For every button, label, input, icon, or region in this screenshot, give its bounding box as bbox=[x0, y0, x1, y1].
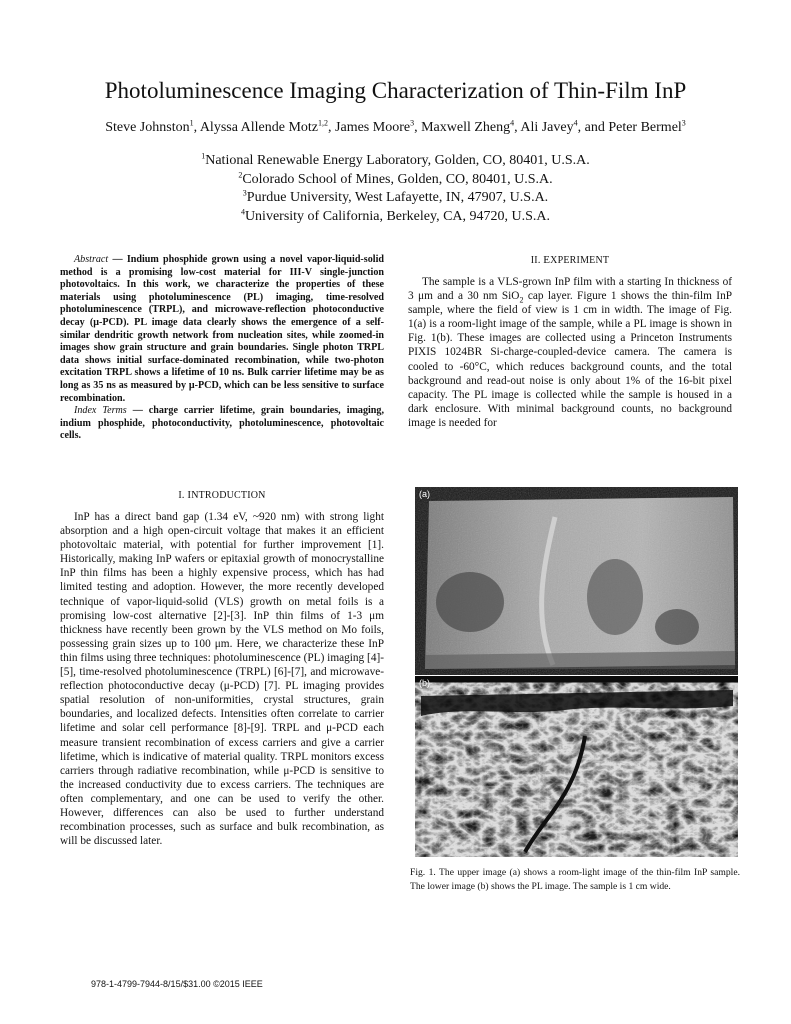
figure-caption: Fig. 1. The upper image (a) shows a room-light image of the thin-film InP sample. The lower image (b) shows the PL image. The sample is 1 cm wide. bbox=[410, 867, 740, 892]
panel-label-b: (b) bbox=[419, 678, 430, 688]
introduction-body bbox=[60, 510, 384, 848]
abstract bbox=[60, 254, 384, 443]
abstract-text: Abstract — Indium phosphide grown using a novel vapor-liquid-solid method is a promising low-cost material for III-V single-junction photovoltaics. In this work, we characterize the properties of these materials using photoluminescence (PL) imaging, time-resolved photoluminescence (TRPL), and microwave-reflection photoconductive decay (μ-PCD). PL image data clearly shows the emergence of a self-similar dendritic growth network from nucleation sites, while zoomed-in images show grain structure and grain boundaries. Single photon TRPL data shows initial surface-dominated recombination, while two-photon excitation TRPL shows a lifetime of 10 ns. Bulk carrier lifetime may be as long as 35 ns as measured by μ-PCD, which can be less sensitive to surface recombination. bbox=[60, 254, 384, 404]
section-heading-experiment: II. EXPERIMENT bbox=[530, 254, 610, 266]
author: Ali Javey$^4$ bbox=[520, 118, 578, 135]
abstract-label: Abstract bbox=[74, 254, 109, 265]
section-heading-introduction: I. INTRODUCTION bbox=[178, 489, 266, 501]
index-terms: Index Terms — charge carrier lifetime, grain boundaries, imaging, indium phosphide, photoconductivity, photoluminescence, photovoltaic cells. bbox=[60, 405, 384, 442]
figure-1 bbox=[415, 487, 738, 857]
room-light-photo bbox=[415, 487, 738, 675]
pl-photo bbox=[415, 676, 738, 857]
affiliation: $^4$University of California, Berkeley, CA, 94720, U.S.A. bbox=[240, 206, 551, 224]
affiliation: $^3$Purdue University, West Lafayette, IN, 47907, U.S.A. bbox=[242, 188, 549, 205]
experiment-body bbox=[408, 275, 732, 430]
author-list: Steve Johnston$^1$, Alyssa Allende Motz$^{1,2}$, James Moore$^3$, Maxwell Zheng$^4$, Ali Javey$^4$, and Peter Bermel$^3$ bbox=[105, 118, 686, 135]
paragraph: InP has a direct band gap (1.34 eV, ~920 nm) with strong light absorption and a high open-circuit voltage that makes it an efficient photovoltaic material, with potential for further improvement [1]. Historically, making InP wafers or epitaxial growth of monocrystalline InP thin films has been a highly expensive process, which has had limited testing and adoption. However, the more recently developed technique of vapor-liquid-solid (VLS) growth on metal foils is a promising low-cost alternative [2]-[3]. InP thin films of 1-3 μm thickness have recently been grown by the VLS method on Mo foils, possessing grain sizes up to 100 μm. Here, we characterize these InP thin films using three techniques: photoluminescence (PL) imaging [4]-[5], time-resolved photoluminescence (TRPL) [6]-[7], and microwave-reflection photoconductive decay (μ-PCD) [7]. PL imaging provides spatial resolution of non-uniformities, crystal structures, grain boundaries, and localized defects. Intensities often correlate to carrier lifetime and solar cell performance [8]-[9]. TRPL and μ-PCD each measure transient recombination of excess carriers and give a carrier lifetime, which is indicative of material quality. TRPL monitors excess carriers through radiative recombination, while μ-PCD is sensitive to the increased conductivity due to excess carriers. The techniques are often complementary, and one can be used to verify the other. However, differences can also be used to further understand recombination processes, such as surface and bulk recombination, as will be discussed later. bbox=[60, 511, 384, 848]
author: and Peter Bermel$^3$ bbox=[584, 118, 686, 135]
panel-label-a: (a) bbox=[419, 489, 430, 499]
author: James Moore$^3$ bbox=[335, 118, 415, 135]
affiliation: $^1$National Renewable Energy Laboratory, Golden, CO, 80401, U.S.A. bbox=[201, 151, 590, 168]
index-terms-label: Index Terms bbox=[74, 405, 127, 417]
copyright-footer: 978-1-4799-7944-8/15/$31.00 ©2015 IEEE bbox=[91, 979, 263, 989]
affiliation-list bbox=[0, 152, 791, 226]
pl-image bbox=[415, 676, 738, 857]
author: Maxwell Zheng$^4$ bbox=[421, 118, 515, 135]
author: Steve Johnston$^1$ bbox=[105, 118, 194, 135]
paragraph: The sample is a VLS-grown InP film with a starting In thickness of 3 μm and a 30 nm SiO$_2$ cap layer. Figure 1 shows the thin-film InP sample, where the field of view is 1 cm in width. The image of Fig. 1(a) is a room-light image of the sample, while a PL image is shown in Fig. 1(b). These images are collected using a Princeton Instruments PIXIS 1024BR Si-charge-coupled-device camera. The camera is cooled to -60°C, which reduces background counts, and the total background and read-out noise is only about 1% of the 16-bit pixel capacity. The PL image is collected while the sample is housed in a dark enclosure. With minimal background counts, no background image is needed for bbox=[408, 276, 732, 429]
paper-title: Photoluminescence Imaging Characterization of Thin-Film InP bbox=[104, 78, 687, 103]
affiliation: $^2$Colorado School of Mines, Golden, CO, 80401, U.S.A. bbox=[238, 169, 553, 187]
author: Alyssa Allende Motz$^{1,2}$ bbox=[199, 118, 329, 135]
room-light-image bbox=[415, 487, 738, 675]
